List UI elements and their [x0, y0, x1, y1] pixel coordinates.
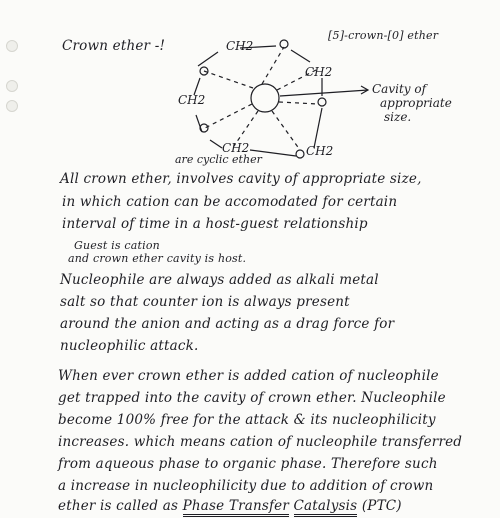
text-line: All crown ether, involves cavity of appropriate size,	[60, 171, 422, 187]
ch2-top-label: CH2	[226, 39, 254, 53]
text-line: become 100% free for the attack & its nucleophilicity	[58, 412, 436, 428]
cavity-label-2: appropriate	[380, 96, 452, 110]
catalysis-term: Catalysis	[294, 498, 358, 517]
cavity-dashed-lines	[204, 47, 318, 150]
text-line: When ever crown ether is added cation of nucleophile	[58, 368, 439, 384]
diagram-caption: are cyclic ether	[175, 153, 262, 166]
bond-line	[210, 140, 222, 148]
last-line	[58, 498, 402, 514]
ptc-abbrev: (PTC)	[361, 498, 402, 514]
ch2-bottom-right-label: CH2	[306, 144, 334, 158]
text-line: in which cation can be accomodated for certain	[62, 194, 398, 210]
ch2-right-label: CH2	[305, 65, 333, 79]
text-line: Guest is cation	[74, 239, 160, 252]
text-line: around the anion and acting as a drag force for	[60, 316, 395, 332]
text-line: Nucleophile are always added as alkali metal	[60, 272, 379, 288]
text-line: salt so that counter ion is always present	[60, 294, 350, 310]
text-line: nucleophilic attack.	[60, 338, 199, 354]
ch2-left-label: CH2	[178, 93, 206, 107]
text-line: and crown ether cavity is host.	[68, 252, 247, 265]
corner-label: [5]-crown-[0] ether	[328, 29, 439, 42]
phase-transfer-term: Phase Transfer	[183, 498, 289, 517]
text-line: get trapped into the cavity of crown ether. Nucleophile	[58, 390, 446, 406]
bond-line	[314, 108, 322, 148]
text-line: a increase in nucleophilicity due to addition of crown	[58, 478, 434, 494]
text-line: increases. which means cation of nucleophile transferred	[58, 434, 463, 450]
ch2-bottom-label: CH2	[222, 141, 250, 155]
text-line: ether is called as	[58, 498, 179, 514]
bond-line	[196, 115, 202, 132]
bond-line	[291, 50, 310, 62]
cavity-label-3: size.	[384, 110, 412, 124]
page-title: Crown ether -!	[62, 38, 166, 54]
text-line: interval of time in a host-guest relationship	[62, 216, 368, 232]
text-line: from aqueous phase to organic phase. Therefore such	[58, 456, 438, 472]
cavity-circle	[251, 84, 279, 112]
bond-line	[198, 52, 218, 66]
arrow-line	[280, 90, 368, 96]
cavity-label-1: Cavity of	[372, 82, 427, 96]
